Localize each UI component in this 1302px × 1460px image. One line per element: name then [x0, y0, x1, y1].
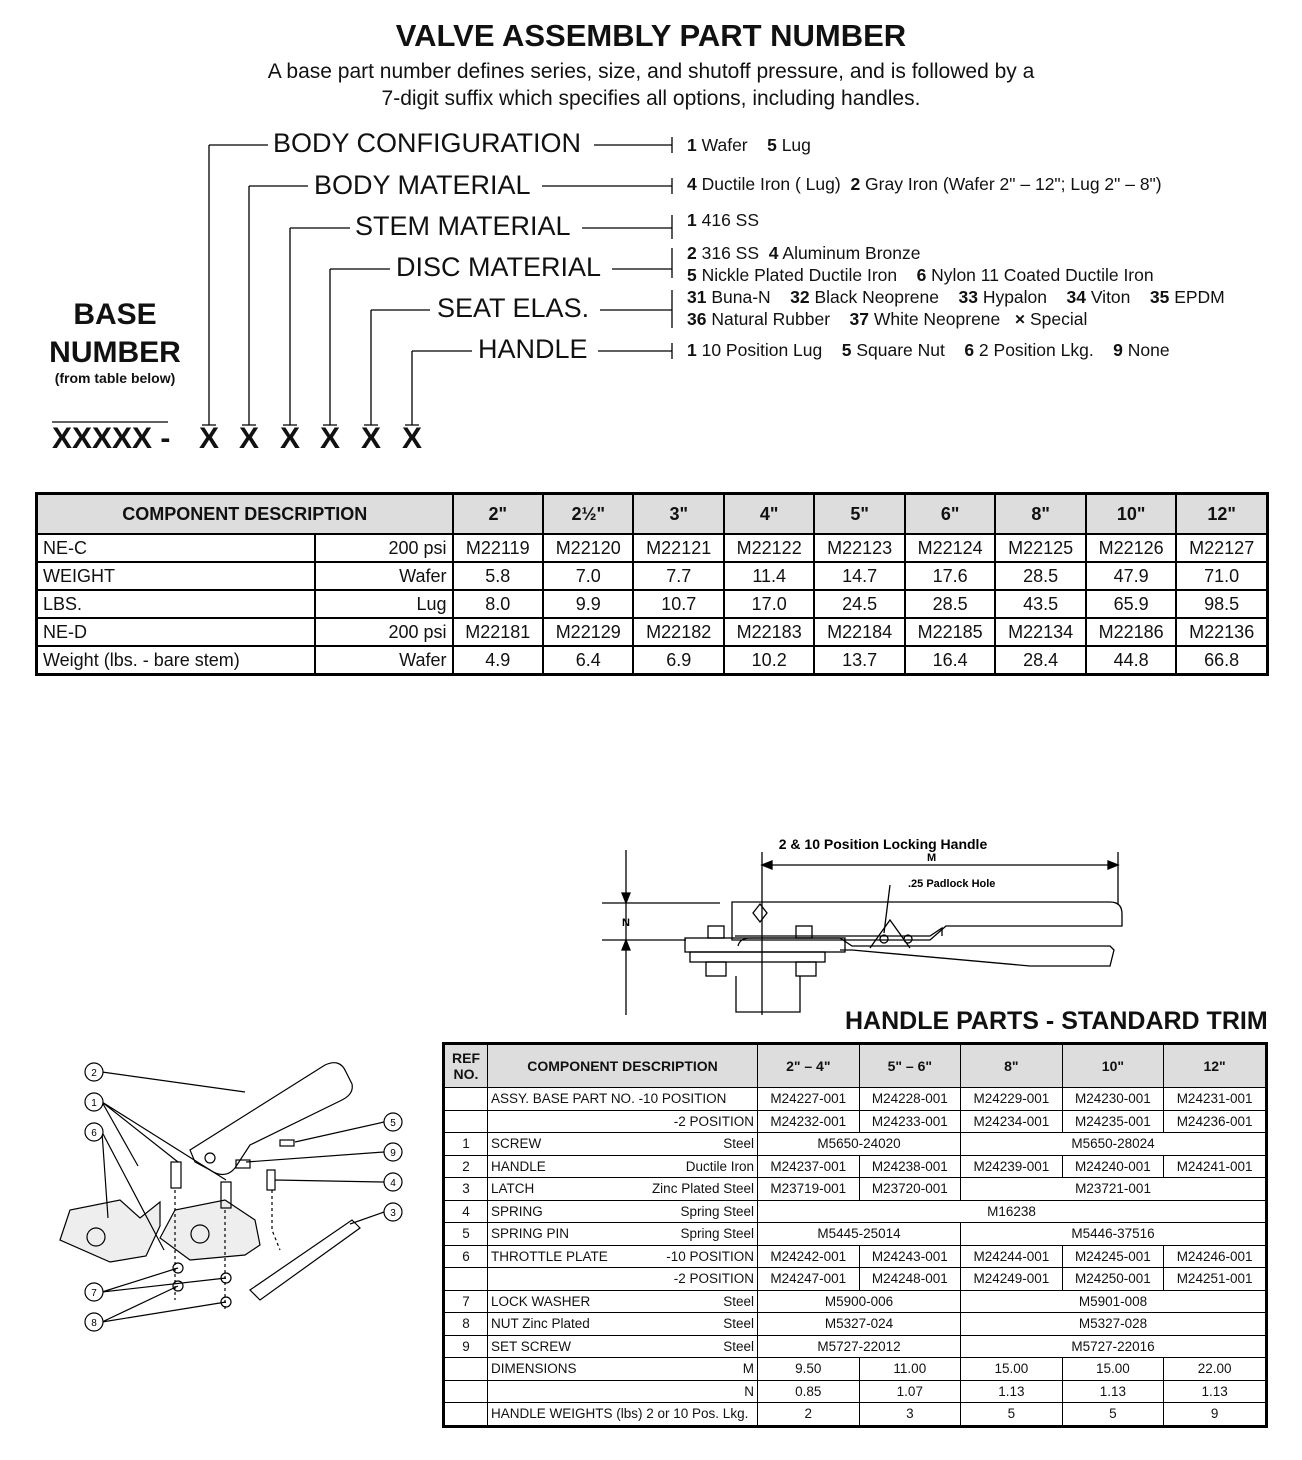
component-name: THROTTLE PLATE: [491, 1248, 608, 1264]
table-cell: M24248-001: [859, 1268, 961, 1291]
table-cell: 98.5: [1176, 590, 1267, 618]
component-name: HANDLE WEIGHTS (lbs) 2 or 10 Pos. Lkg.: [491, 1406, 749, 1422]
callout-4: 4: [390, 1178, 396, 1189]
padlock-hole-label: .25 Padlock Hole: [908, 878, 996, 890]
component-description: [488, 1268, 758, 1291]
ref-no: [444, 1268, 488, 1291]
component-material: -10 POSITION: [666, 1248, 754, 1264]
component-description: [488, 1313, 758, 1336]
table-cell: M23719-001: [758, 1178, 860, 1201]
table-row: [444, 1403, 1267, 1427]
component-name: HANDLE: [491, 1158, 546, 1174]
table-cell: M22127: [1176, 534, 1267, 562]
row-unit: Wafer: [315, 562, 453, 590]
ref-no: 2: [444, 1155, 488, 1178]
ref-no: [444, 1088, 488, 1111]
label-disc-material: DISC MATERIAL: [396, 252, 602, 282]
table-cell: M5446-37516: [961, 1223, 1267, 1246]
m-dimension-label: M: [927, 852, 937, 864]
table-cell: 9: [1164, 1403, 1267, 1427]
table-cell: M22184: [814, 618, 904, 646]
table-cell: M22122: [724, 534, 814, 562]
table-cell: 13.7: [814, 646, 904, 675]
component-material: N: [744, 1383, 754, 1399]
table-cell: 65.9: [1086, 590, 1176, 618]
table-cell: 1.13: [1164, 1380, 1267, 1403]
component-material: -2 POSITION: [673, 1113, 754, 1129]
handle-table-header-description: COMPONENT DESCRIPTION: [488, 1044, 758, 1088]
ref-no: 7: [444, 1290, 488, 1313]
table-cell: M24231-001: [1164, 1088, 1267, 1111]
table-cell: M5727-22012: [758, 1335, 961, 1358]
callout-2: 2: [91, 1068, 97, 1079]
label-seat-elas: SEAT ELAS.: [437, 293, 590, 323]
component-name: ASSY. BASE PART NO. -10 POSITION: [491, 1091, 727, 1107]
table-cell: 17.6: [905, 562, 995, 590]
subtitle-line-1: A base part number defines series, size, and shutoff pressure, and is followed by a: [267, 60, 1035, 83]
row-unit: 200 psi: [315, 618, 453, 646]
table-cell: M23721-001: [961, 1178, 1267, 1201]
main-table-header-row: [37, 494, 1268, 535]
label-body-configuration: BODY CONFIGURATION: [273, 128, 582, 158]
main-table-size: 12": [1176, 494, 1267, 535]
callout-3: 3: [390, 1208, 396, 1219]
table-cell: 10.2: [724, 646, 814, 675]
component-description: [488, 1133, 758, 1156]
table-cell: M24227-001: [758, 1088, 860, 1111]
locking-handle-drawing: [590, 830, 1150, 1025]
ref-no: [444, 1358, 488, 1381]
row-name: NE-D: [37, 618, 315, 646]
table-cell: 1.07: [859, 1380, 961, 1403]
component-name: SPRING PIN: [491, 1226, 570, 1242]
table-cell: 3: [859, 1403, 961, 1427]
table-cell: M24247-001: [758, 1268, 860, 1291]
table-cell: M5900-006: [758, 1290, 961, 1313]
table-cell: 7.0: [543, 562, 633, 590]
component-name: DIMENSIONS: [491, 1361, 577, 1377]
component-name: SPRING: [491, 1203, 543, 1219]
component-description: [488, 1155, 758, 1178]
table-cell: 22.00: [1164, 1358, 1267, 1381]
table-cell: 66.8: [1176, 646, 1267, 675]
handle-drawing-title: 2 & 10 Position Locking Handle: [778, 836, 988, 852]
table-cell: M22119: [453, 534, 543, 562]
table-cell: M23720-001: [859, 1178, 961, 1201]
part-number-connector-lines: [0, 0, 1302, 470]
table-cell: M24234-001: [961, 1110, 1063, 1133]
suffix-x-body-configuration: X: [198, 422, 219, 455]
table-cell: M22134: [995, 618, 1085, 646]
row-name: NE-C: [37, 534, 315, 562]
callout-7: 7: [91, 1288, 97, 1299]
handle-table-size: 5" – 6": [859, 1044, 961, 1088]
component-name: SCREW: [491, 1136, 542, 1152]
table-cell: M24230-001: [1062, 1088, 1164, 1111]
main-table-size: 3": [633, 494, 723, 535]
base-number-note: (from table below): [54, 370, 176, 386]
table-row: [444, 1335, 1267, 1358]
table-cell: M24243-001: [859, 1245, 961, 1268]
component-name: SET SCREW: [491, 1338, 572, 1354]
row-unit: Lug: [315, 590, 453, 618]
table-cell: 15.00: [961, 1358, 1063, 1381]
suffix-x-disc-material: X: [319, 422, 340, 455]
component-description: [488, 1380, 758, 1403]
table-cell: 1.13: [961, 1380, 1063, 1403]
options-stem-material: 1 416 SS: [687, 210, 760, 230]
table-cell: M24241-001: [1164, 1155, 1267, 1178]
table-row: [444, 1110, 1267, 1133]
table-cell: 6.9: [633, 646, 723, 675]
handle-table-header-row: [444, 1044, 1267, 1088]
table-cell: 28.5: [905, 590, 995, 618]
table-cell: M16238: [758, 1200, 1267, 1223]
component-material: Steel: [723, 1338, 754, 1354]
table-cell: 43.5: [995, 590, 1085, 618]
suffix-x-handle: X: [401, 422, 422, 455]
table-cell: M24236-001: [1164, 1110, 1267, 1133]
table-cell: 16.4: [905, 646, 995, 675]
table-cell: M24232-001: [758, 1110, 860, 1133]
ref-no: 6: [444, 1245, 488, 1268]
handle-table-size: 12": [1164, 1044, 1267, 1088]
table-cell: M24238-001: [859, 1155, 961, 1178]
ref-no: 8: [444, 1313, 488, 1336]
table-cell: M22126: [1086, 534, 1176, 562]
label-handle: HANDLE: [478, 334, 588, 364]
table-cell: 28.4: [995, 646, 1085, 675]
table-cell: 2: [758, 1403, 860, 1427]
component-material: M: [742, 1361, 754, 1377]
options-handle: 1 10 Position Lug 5 Square Nut 6 2 Position Lkg. 9 None: [687, 340, 1170, 360]
component-description: [488, 1290, 758, 1313]
handle-table-header-ref: REF NO.: [444, 1044, 488, 1088]
handle-table-size: 2" – 4": [758, 1044, 860, 1088]
table-cell: M5327-024: [758, 1313, 961, 1336]
main-table-size: 10": [1086, 494, 1176, 535]
component-material: -2 POSITION: [673, 1271, 754, 1287]
table-row: [444, 1268, 1267, 1291]
table-cell: M5445-25014: [758, 1223, 961, 1246]
table-cell: 6.4: [543, 646, 633, 675]
table-cell: M22124: [905, 534, 995, 562]
table-row: [444, 1380, 1267, 1403]
callout-1: 1: [91, 1098, 97, 1109]
component-material: Ductile Iron: [685, 1158, 754, 1174]
options-disc-material-1: 2 316 SS 4 Aluminum Bronze: [687, 243, 921, 263]
suffix-x-stem-material: X: [279, 422, 300, 455]
component-material: Spring Steel: [680, 1203, 754, 1219]
table-cell: 11.4: [724, 562, 814, 590]
row-unit: 200 psi: [315, 534, 453, 562]
table-row: [37, 618, 1268, 646]
table-cell: 5.8: [453, 562, 543, 590]
table-cell: 24.5: [814, 590, 904, 618]
main-table-header-description: COMPONENT DESCRIPTION: [37, 494, 453, 535]
table-cell: M22123: [814, 534, 904, 562]
table-cell: M22121: [633, 534, 723, 562]
component-description: [488, 1335, 758, 1358]
component-name: LOCK WASHER: [491, 1293, 591, 1309]
table-cell: 15.00: [1062, 1358, 1164, 1381]
component-description: [488, 1245, 758, 1268]
options-body-material: 4 Ductile Iron ( Lug) 2 Gray Iron (Wafer 2" – 12"; Lug 2" – 8"): [687, 174, 1162, 194]
table-cell: M24246-001: [1164, 1245, 1267, 1268]
table-cell: M22136: [1176, 618, 1267, 646]
table-row: [444, 1223, 1267, 1246]
table-cell: M5650-28024: [961, 1133, 1267, 1156]
table-cell: M24251-001: [1164, 1268, 1267, 1291]
component-description: [488, 1088, 758, 1111]
table-cell: M24249-001: [961, 1268, 1063, 1291]
component-description: [488, 1178, 758, 1201]
table-cell: M5650-24020: [758, 1133, 961, 1156]
component-material: Steel: [723, 1293, 754, 1309]
table-row: [444, 1200, 1267, 1223]
table-cell: M22182: [633, 618, 723, 646]
table-cell: M24233-001: [859, 1110, 961, 1133]
row-name: Weight (lbs. - bare stem): [37, 646, 315, 675]
table-cell: M24242-001: [758, 1245, 860, 1268]
table-row: [444, 1155, 1267, 1178]
table-cell: M22129: [543, 618, 633, 646]
table-cell: 5: [961, 1403, 1063, 1427]
ref-no: 3: [444, 1178, 488, 1201]
table-cell: M5901-008: [961, 1290, 1267, 1313]
table-cell: M24239-001: [961, 1155, 1063, 1178]
table-cell: M24237-001: [758, 1155, 860, 1178]
table-cell: 9.9: [543, 590, 633, 618]
options-disc-material-2: 5 Nickle Plated Ductile Iron 6 Nylon 11 Coated Ductile Iron: [687, 265, 1154, 285]
row-name: LBS.: [37, 590, 315, 618]
table-row: [444, 1245, 1267, 1268]
table-cell: 1.13: [1062, 1380, 1164, 1403]
table-row: [444, 1358, 1267, 1381]
table-cell: M24245-001: [1062, 1245, 1164, 1268]
handle-table-size: 10": [1062, 1044, 1164, 1088]
main-table-size: 4": [724, 494, 814, 535]
main-table-size: 2½": [543, 494, 633, 535]
ref-no: [444, 1403, 488, 1427]
component-material: Steel: [723, 1136, 754, 1152]
base-number-title: BASE NUMBER: [49, 298, 181, 369]
table-cell: M24240-001: [1062, 1155, 1164, 1178]
part-number-prefix: XXXXX -: [52, 422, 171, 455]
base-part-number-table: [35, 492, 1269, 676]
component-description: [488, 1223, 758, 1246]
table-cell: 10.7: [633, 590, 723, 618]
table-row: [444, 1088, 1267, 1111]
label-stem-material: STEM MATERIAL: [355, 211, 571, 241]
table-cell: M24229-001: [961, 1088, 1063, 1111]
table-row: [444, 1178, 1267, 1201]
table-cell: 44.8: [1086, 646, 1176, 675]
table-cell: 7.7: [633, 562, 723, 590]
table-cell: 9.50: [758, 1358, 860, 1381]
table-row: [444, 1133, 1267, 1156]
main-table-size: 5": [814, 494, 904, 535]
table-cell: M24228-001: [859, 1088, 961, 1111]
ref-no: 1: [444, 1133, 488, 1156]
table-cell: M22183: [724, 618, 814, 646]
handle-parts-heading: HANDLE PARTS - STANDARD TRIM: [845, 1007, 1268, 1035]
table-cell: M24235-001: [1062, 1110, 1164, 1133]
table-cell: M22181: [453, 618, 543, 646]
options-body-configuration: 1 Wafer 5 Lug: [687, 135, 811, 155]
table-row: [37, 646, 1268, 675]
row-name: WEIGHT: [37, 562, 315, 590]
table-cell: 5: [1062, 1403, 1164, 1427]
handle-table-size: 8": [961, 1044, 1063, 1088]
table-cell: 28.5: [995, 562, 1085, 590]
table-cell: 47.9: [1086, 562, 1176, 590]
component-description: [488, 1200, 758, 1223]
table-cell: 71.0: [1176, 562, 1267, 590]
options-seat-elas-2: 36 Natural Rubber 37 White Neoprene × Special: [687, 309, 1088, 329]
table-cell: M22125: [995, 534, 1085, 562]
ref-no: 4: [444, 1200, 488, 1223]
callout-6: 6: [91, 1128, 97, 1139]
main-table-size: 8": [995, 494, 1085, 535]
table-cell: M22120: [543, 534, 633, 562]
suffix-x-seat-elas: X: [360, 422, 381, 455]
table-cell: M5727-22016: [961, 1335, 1267, 1358]
ref-no: [444, 1110, 488, 1133]
table-cell: 8.0: [453, 590, 543, 618]
table-row: [37, 590, 1268, 618]
component-name: LATCH: [491, 1181, 535, 1197]
table-cell: 11.00: [859, 1358, 961, 1381]
component-description: [488, 1358, 758, 1381]
component-name: NUT Zinc Plated: [491, 1316, 590, 1332]
table-cell: M5327-028: [961, 1313, 1267, 1336]
callout-8: 8: [91, 1318, 97, 1329]
component-description: [488, 1403, 758, 1427]
table-row: [444, 1290, 1267, 1313]
row-unit: Wafer: [315, 646, 453, 675]
table-row: [37, 534, 1268, 562]
main-table-size: 2": [453, 494, 543, 535]
table-cell: M24244-001: [961, 1245, 1063, 1268]
table-cell: M22185: [905, 618, 995, 646]
table-cell: 17.0: [724, 590, 814, 618]
ref-no: [444, 1380, 488, 1403]
component-material: Spring Steel: [680, 1226, 754, 1242]
table-row: [37, 562, 1268, 590]
table-cell: 14.7: [814, 562, 904, 590]
handle-parts-table: [442, 1042, 1268, 1428]
component-description: [488, 1110, 758, 1133]
callout-9: 9: [390, 1148, 396, 1159]
table-cell: M22186: [1086, 618, 1176, 646]
main-table-size: 6": [905, 494, 995, 535]
table-row: [444, 1313, 1267, 1336]
label-body-material: BODY MATERIAL: [314, 170, 531, 200]
callout-5: 5: [390, 1118, 396, 1129]
suffix-x-body-material: X: [238, 422, 259, 455]
component-material: Zinc Plated Steel: [651, 1181, 754, 1197]
component-material: Steel: [723, 1316, 754, 1332]
table-cell: 4.9: [453, 646, 543, 675]
n-dimension-label: N: [622, 917, 630, 929]
page-title: VALVE ASSEMBLY PART NUMBER: [395, 18, 907, 53]
options-seat-elas-1: 31 Buna-N 32 Black Neoprene 33 Hypalon 34 Viton 35 EPDM: [687, 287, 1225, 307]
exploded-view-drawing: [50, 1050, 415, 1350]
subtitle-line-2: 7-digit suffix which specifies all options, including handles.: [381, 87, 921, 110]
ref-no: 9: [444, 1335, 488, 1358]
table-cell: M24250-001: [1062, 1268, 1164, 1291]
ref-no: 5: [444, 1223, 488, 1246]
table-cell: 0.85: [758, 1380, 860, 1403]
